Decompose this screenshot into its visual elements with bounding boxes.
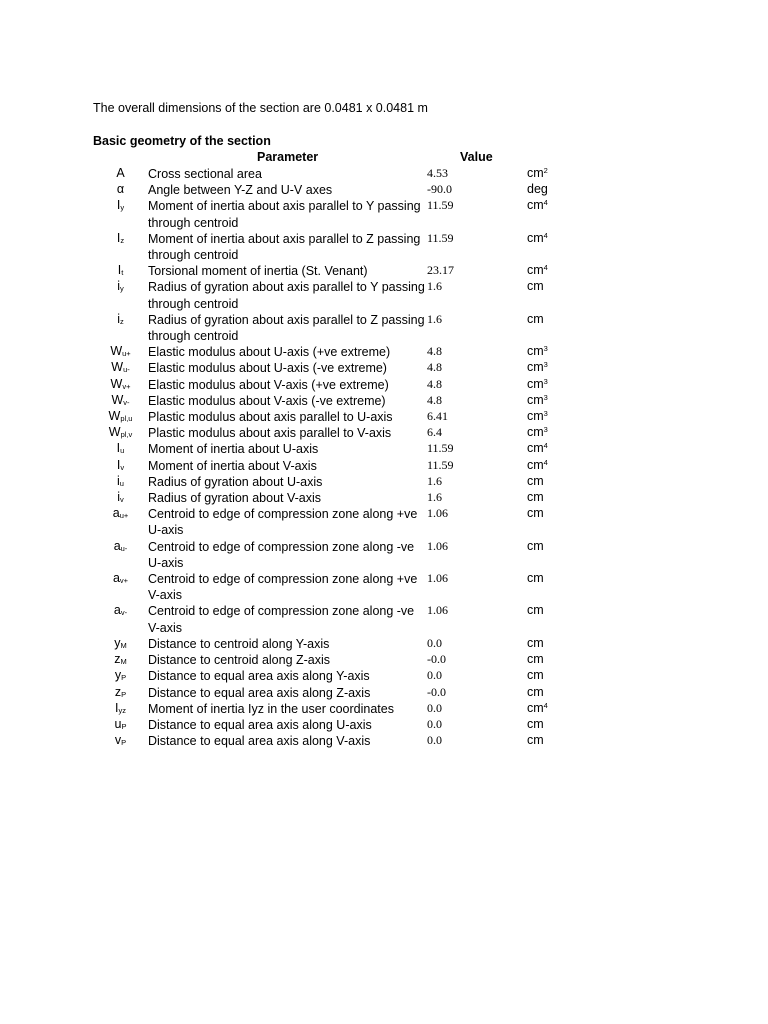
parameter-value: 1.6: [427, 473, 442, 488]
parameter-symbol: $i_u$: [117, 473, 124, 488]
parameter-unit: $cm^3$: [527, 344, 548, 359]
parameter-unit: $cm^3$: [527, 425, 548, 440]
value-column-header: Value: [460, 150, 493, 164]
overall-dimensions-text: The overall dimensions of the section are 0.0481 x 0.0481 m: [93, 101, 428, 115]
parameter-value: -0.0: [427, 684, 446, 699]
parameter-value: -90.0: [427, 182, 452, 197]
table-row: [0, 652, 768, 668]
parameter-column-header: Parameter: [257, 150, 319, 164]
parameter-unit: cm: [527, 603, 544, 618]
parameter-value: 0.0: [427, 700, 442, 715]
parameter-symbol: $I_y$: [116, 198, 125, 213]
parameter-unit: cm: [527, 652, 544, 667]
parameter-symbol: $I_{yz}$: [115, 700, 126, 715]
parameter-symbol: $I_v$: [116, 457, 125, 472]
table-row: [0, 166, 768, 182]
parameter-description: Elastic modulus about U-axis (+ve extreme): [148, 345, 391, 360]
parameter-unit: cm: [527, 635, 544, 650]
parameter-description: Centroid to edge of compression zone along -ve U-axis: [148, 539, 415, 570]
parameter-unit: cm: [527, 684, 544, 699]
parameter-symbol: $a_{u-}$: [113, 538, 128, 553]
parameter-value: 4.8: [427, 344, 442, 359]
parameter-value: 1.06: [427, 506, 448, 521]
parameter-symbol: $I_t$: [117, 263, 124, 278]
table-row: [0, 182, 768, 198]
parameter-value: 11.59: [427, 198, 454, 213]
parameter-description: Radius of gyration about U-axis: [148, 474, 323, 489]
parameter-unit: cm: [527, 490, 544, 505]
parameter-unit: cm: [527, 668, 544, 683]
parameter-value: 4.8: [427, 376, 442, 391]
parameter-unit: cm: [527, 538, 544, 553]
table-row: [0, 636, 768, 652]
parameter-description: Elastic modulus about V-axis (-ve extreme): [148, 393, 386, 408]
parameter-unit: $cm^4$: [527, 230, 548, 245]
parameter-description: Distance to equal area axis along Z-axis: [148, 685, 371, 700]
parameter-symbol: $i_v$: [117, 490, 124, 505]
parameter-description: Plastic modulus about axis parallel to V-axis: [148, 426, 392, 441]
table-row: [0, 263, 768, 279]
parameter-description: Moment of inertia about V-axis: [148, 458, 317, 473]
table-row: [0, 717, 768, 733]
parameter-symbol: $z_M$: [114, 652, 127, 667]
parameter-unit: cm: [527, 716, 544, 731]
parameter-value: 1.6: [427, 490, 442, 505]
parameter-unit: cm: [527, 279, 544, 294]
table-row: [0, 685, 768, 701]
parameter-symbol: $W_{v-}$: [111, 392, 130, 407]
table-row: [0, 701, 768, 717]
parameter-unit: cm: [527, 733, 544, 748]
parameter-value: 1.06: [427, 538, 448, 553]
parameter-value: 11.59: [427, 230, 454, 245]
parameter-value: 1.6: [427, 279, 442, 294]
table-row: [0, 603, 768, 635]
parameter-unit: $cm^4$: [527, 263, 548, 278]
parameter-description: Moment of inertia Iyz in the user coordinates: [148, 701, 394, 716]
parameter-unit: $cm^3$: [527, 409, 548, 424]
parameter-description: Elastic modulus about V-axis (+ve extreme): [148, 377, 389, 392]
parameter-unit: $cm^3$: [527, 360, 548, 375]
table-row: [0, 425, 768, 441]
parameter-value: 23.17: [427, 263, 454, 278]
parameter-description: Torsional moment of inertia (St. Venant): [148, 264, 368, 279]
table-row: [0, 344, 768, 360]
parameter-unit: $cm^2$: [527, 166, 548, 180]
parameter-symbol: $y_M$: [114, 635, 127, 650]
parameter-description: Centroid to edge of compression zone along +ve U-axis: [148, 507, 418, 538]
table-row: [0, 312, 768, 344]
parameter-unit: $cm^3$: [527, 376, 548, 391]
parameter-description: Centroid to edge of compression zone along -ve V-axis: [148, 604, 415, 635]
parameter-value: 11.59: [427, 457, 454, 472]
table-row: [0, 458, 768, 474]
parameter-symbol: $W_{u+}$: [110, 344, 131, 359]
parameter-value: 1.06: [427, 571, 448, 586]
table-row: [0, 506, 768, 538]
parameter-value: -0.0: [427, 652, 446, 667]
table-row: [0, 409, 768, 425]
table-row: [0, 231, 768, 263]
parameter-symbol: $y_P$: [114, 668, 127, 683]
parameter-unit: cm: [527, 571, 544, 586]
table-row: [0, 539, 768, 571]
parameter-unit: cm: [527, 311, 544, 326]
parameter-description: Cross sectional area: [148, 167, 262, 181]
table-row: [0, 668, 768, 684]
parameter-description: Radius of gyration about axis parallel to Z passing through centroid: [148, 312, 425, 344]
table-row: [0, 377, 768, 393]
parameter-description: Elastic modulus about U-axis (-ve extreme): [148, 361, 387, 376]
parameter-symbol: $a_{u+}$: [112, 506, 129, 521]
parameter-description: Plastic modulus about axis parallel to U-axis: [148, 410, 393, 425]
parameter-value: 1.6: [427, 311, 442, 326]
parameter-description: Centroid to edge of compression zone along +ve V-axis: [148, 572, 418, 603]
table-row: [0, 733, 768, 749]
parameter-symbol: $u_P$: [114, 716, 127, 731]
parameter-unit: $cm^3$: [527, 392, 548, 407]
parameter-value: 6.41: [427, 409, 448, 424]
parameter-value: 0.0: [427, 733, 442, 748]
table-row: [0, 393, 768, 409]
parameter-description: Distance to equal area axis along Y-axis: [148, 669, 370, 684]
parameter-symbol: $W_{pl,v}$: [108, 425, 133, 440]
parameter-value: 0.0: [427, 635, 442, 650]
parameter-description: Distance to equal area axis along U-axis: [148, 717, 372, 732]
parameter-description: Moment of inertia about axis parallel to Z passing through centroid: [148, 231, 421, 263]
parameter-value: 6.4: [427, 425, 442, 440]
parameter-symbol: $W_{v+}$: [110, 376, 131, 391]
parameter-symbol: $a_{v-}$: [113, 603, 128, 618]
parameter-symbol: α: [116, 182, 125, 197]
parameter-unit: deg: [527, 182, 548, 197]
parameter-symbol: $W_{pl,u}$: [108, 409, 133, 424]
table-row: [0, 474, 768, 490]
parameter-symbol: $i_z$: [117, 311, 124, 326]
parameter-unit: cm: [527, 506, 544, 521]
parameter-value: 0.0: [427, 668, 442, 683]
parameter-symbol: A: [116, 166, 125, 180]
parameter-description: Distance to centroid along Y-axis: [148, 636, 330, 651]
parameter-value: 4.53: [427, 166, 448, 180]
section-heading: Basic geometry of the section: [93, 134, 271, 148]
parameter-value: 4.8: [427, 360, 442, 375]
parameter-description: Moment of inertia about U-axis: [148, 442, 319, 457]
parameter-symbol: $I_u$: [116, 441, 125, 456]
parameter-symbol: $z_P$: [114, 684, 127, 699]
parameter-description: Radius of gyration about axis parallel to Y passing through centroid: [148, 280, 425, 311]
table-row: [0, 360, 768, 376]
table-row: [0, 279, 768, 311]
parameter-description: Radius of gyration about V-axis: [148, 491, 322, 506]
parameter-value: 4.8: [427, 392, 442, 407]
parameter-unit: $cm^4$: [527, 700, 548, 715]
table-row: [0, 441, 768, 457]
parameter-description: Distance to centroid along Z-axis: [148, 653, 331, 668]
parameter-symbol: $I_z$: [116, 230, 125, 245]
parameter-description: Angle between Y-Z and U-V axes: [148, 183, 333, 198]
parameter-unit: $cm^4$: [527, 198, 548, 213]
parameter-value: 0.0: [427, 716, 442, 731]
geometry-table: [0, 166, 768, 749]
table-row: [0, 571, 768, 603]
parameter-unit: cm: [527, 473, 544, 488]
parameter-symbol: $i_y$: [117, 279, 124, 294]
table-row: [0, 198, 768, 230]
parameter-symbol: $a_{v+}$: [112, 571, 129, 586]
parameter-description: Moment of inertia about axis parallel to Y passing through centroid: [148, 199, 421, 230]
parameter-value: 11.59: [427, 441, 454, 456]
parameter-unit: $cm^4$: [527, 441, 548, 456]
parameter-symbol: $v_P$: [114, 733, 127, 748]
table-row: [0, 490, 768, 506]
parameter-description: Distance to equal area axis along V-axis: [148, 734, 371, 749]
parameter-symbol: $W_{u-}$: [111, 360, 130, 375]
parameter-value: 1.06: [427, 603, 448, 618]
parameter-unit: $cm^4$: [527, 457, 548, 472]
